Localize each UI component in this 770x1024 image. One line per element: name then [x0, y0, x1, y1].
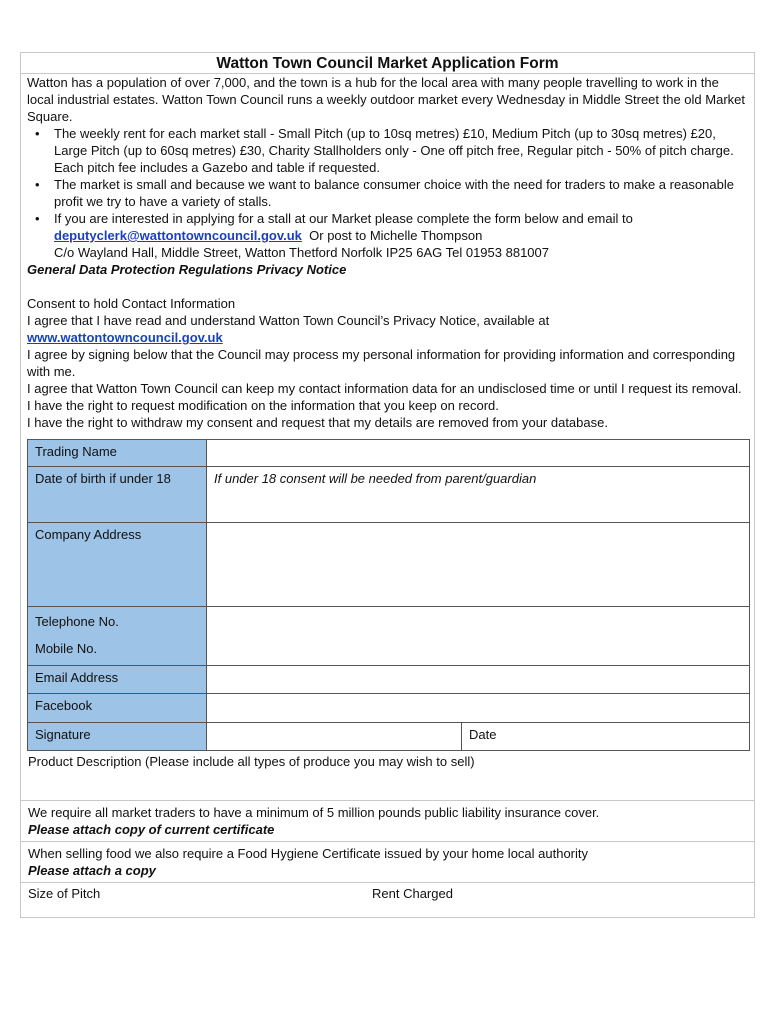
intro-text: Watton has a population of over 7,000, and the town is a hub for the local area with many people travelling to work in the local industrial estates. Watton Town Council runs a weekly outdoor market every Wednesday in Middle Street the old Market Square.: [27, 75, 745, 124]
insurance-text: We require all market traders to have a minimum of 5 million pounds public liability insurance cover.: [28, 805, 600, 820]
signature-label: Signature: [28, 723, 207, 751]
info-list: [27, 125, 748, 261]
insurance-section: [21, 800, 754, 841]
phone-labels: [28, 607, 207, 666]
company-address-field[interactable]: [207, 523, 750, 607]
form-title: Watton Town Council Market Application Form: [21, 53, 754, 74]
dob-field[interactable]: [207, 467, 750, 523]
phone-field[interactable]: [207, 607, 750, 666]
process-text: I agree by signing below that the Council may process my personal information for providing information and corresponding with me.: [27, 347, 736, 379]
post-text: Or post to Michelle Thompson: [309, 228, 483, 243]
product-label: Product Description (Please include all types of produce you may wish to sell): [28, 754, 475, 769]
dob-note: If under 18 consent will be needed from parent/guardian: [214, 471, 537, 486]
rent-bullet: [47, 125, 748, 176]
rent-charged-field[interactable]: [365, 883, 460, 917]
dob-label: Date of birth if under 18: [28, 467, 207, 523]
balance-text: The market is small and because we want to balance consumer choice with the need for traders to make a reasonable profit we try to have a variety of stalls.: [54, 177, 734, 209]
pitch-size-label: Size of Pitch: [28, 886, 101, 901]
insurance-attach: Please attach copy of current certificate: [28, 822, 275, 837]
pitch-size-field[interactable]: [21, 883, 365, 917]
trading-name-field[interactable]: [207, 440, 750, 467]
company-address-label: Company Address: [28, 523, 207, 607]
email-link[interactable]: deputyclerk@wattontowncouncil.gov.uk: [54, 228, 302, 243]
date-label: Date: [469, 727, 497, 742]
gdpr-title: General Data Protection Regulations Privacy Notice: [27, 262, 347, 277]
hygiene-section: [21, 841, 754, 882]
balance-bullet: [47, 176, 748, 210]
pitch-section: [21, 882, 754, 917]
address-text: C/o Wayland Hall, Middle Street, Watton Thetford Norfolk IP25 6AG Tel 01953 881007: [54, 245, 549, 260]
modify-text: I have the right to request modification on the information that you keep on record.: [27, 398, 499, 413]
trading-name-label: Trading Name: [28, 440, 207, 467]
details-table: [27, 439, 750, 751]
signature-field[interactable]: [207, 723, 462, 751]
facebook-field[interactable]: [207, 694, 750, 723]
hygiene-attach: Please attach a copy: [28, 863, 156, 878]
date-field[interactable]: [462, 723, 750, 751]
consent-heading: Consent to hold Contact Information: [27, 296, 236, 311]
mobile-label: Mobile No.: [35, 641, 98, 656]
product-description-section[interactable]: [21, 751, 754, 800]
telephone-label: Telephone No.: [35, 614, 119, 629]
keep-text: I agree that Watton Town Council can keep my contact information data for an undisclosed time or until I request its removal.: [27, 381, 742, 396]
apply-text: If you are interested in applying for a stall at our Market please complete the form below and email to: [54, 211, 633, 226]
apply-bullet: [47, 210, 748, 261]
rent-charged-label: Rent Charged: [372, 886, 453, 901]
intro-section: [21, 74, 754, 751]
email-field[interactable]: [207, 666, 750, 694]
withdraw-text: I have the right to withdraw my consent and request that my details are removed from your database.: [27, 415, 608, 430]
website-link[interactable]: www.wattontowncouncil.gov.uk: [27, 330, 223, 345]
facebook-label: Facebook: [28, 694, 207, 723]
application-form: [20, 52, 755, 918]
rent-text: The weekly rent for each market stall - Small Pitch (up to 10sq metres) £10, Medium Pitch (up to 30sq metres) £20, Large Pitch (up to 60sq metres) £30, Charity Stallholders only - One off pitch free, Regular pitch - 50% of pitch charge. Each pitch fee includes a Gazebo and table if requested.: [54, 126, 734, 175]
hygiene-text: When selling food we also require a Food Hygiene Certificate issued by your home local authority: [28, 846, 589, 861]
read-notice-text: I agree that I have read and understand Watton Town Council’s Privacy Notice, available at: [27, 313, 550, 328]
email-label: Email Address: [28, 666, 207, 694]
